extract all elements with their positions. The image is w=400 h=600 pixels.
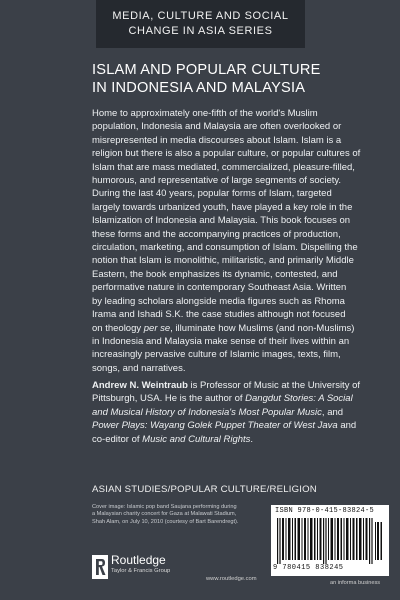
routledge-logo-icon <box>92 555 108 579</box>
description-emphasis: per se <box>143 322 171 334</box>
barcode-icon <box>277 518 383 564</box>
description-line: humorous, and representative of large segments of society. <box>92 175 342 187</box>
description-line: Islam that are mass mediated, commercialized, pleasure-filled, <box>92 161 355 173</box>
description-line: During the last 40 years, popular forms of Islam, targeted <box>92 188 332 200</box>
credit-line: a Malaysian charity concert for Gaza at Malawati Stadium, <box>92 511 237 518</box>
description-text: , illuminate how Muslims (and non-Muslims) <box>170 322 355 334</box>
cover-image-credit <box>92 504 262 526</box>
series-label <box>96 0 305 48</box>
description-line: in Indonesia and Malaysia make sense of their lives within an <box>92 335 350 347</box>
publisher-group: Taylor & Francis Group <box>111 568 171 574</box>
title-line-2: IN INDONESIA AND MALAYSIA <box>92 80 306 96</box>
isbn-barcode-block <box>271 505 389 576</box>
bio-text: . <box>250 433 254 445</box>
description-line: Home to approximately one-fifth of the world's Muslim <box>92 108 318 119</box>
isbn-label: ISBN 978-0-415-83824-5 <box>275 507 375 515</box>
author-name: Andrew N. Weintraub <box>92 380 188 391</box>
description-line: these forms and the accompanying practices of production, <box>92 228 341 240</box>
ean-digits: 9 780415 838245 <box>273 564 344 572</box>
bio-line <box>92 392 392 405</box>
bio-line <box>92 406 392 419</box>
description-line: increasingly pervasive culture of Islamic images, texts, film, <box>92 349 341 361</box>
credit-line: Cover image: Islamic pop band Saujana performing during <box>92 504 237 510</box>
description-line: notion that Islam is monolithic, militaristic, and primarily Middle <box>92 255 354 267</box>
bio-text: is Professor of Music at the University of <box>187 380 361 391</box>
description-line: Islamization of Indonesia and Malaysia. This book focuses on <box>92 215 351 227</box>
description-text: on theology <box>92 322 144 334</box>
series-line-2: CHANGE IN ASIA SERIES <box>128 25 273 37</box>
description-line <box>92 322 392 335</box>
description <box>92 107 392 375</box>
informa-tagline: an informa business <box>330 580 381 586</box>
description-line: largely towards urbanized youth, have played a key role in the <box>92 201 353 213</box>
bio-line <box>92 433 392 446</box>
book-title-dangdut-cont: and Musical History of Indonesia's Most Popular Music <box>92 406 322 418</box>
series-line-1: MEDIA, CULTURE AND SOCIAL <box>112 10 289 22</box>
book-title-dangdut: Dangdut Stories: A Social <box>245 393 353 405</box>
bio-text: and <box>337 420 357 432</box>
description-line: Irama and Ishadi S.K. the case studies although not focused <box>92 309 346 321</box>
description-line: population, Indonesia and Malaysia are often overlooked or <box>92 121 342 133</box>
description-line: performative nature in contemporary Southeast Asia. Written <box>92 282 347 294</box>
description-line: religion but there is also a popular culture, or popular cultures of <box>92 148 361 160</box>
author-bio <box>92 379 392 446</box>
publisher-name: Routledge <box>111 553 166 567</box>
credit-line: Shah Alam, on July 10, 2010 (courtesy of Bart Barendregt). <box>92 518 239 525</box>
publisher-url: www.routledge.com <box>206 576 257 582</box>
description-line: by leading scholars alongside media figures such as Rhoma <box>92 295 345 307</box>
description-line: Eastern, the book emphasizes its dynamic, contested, and <box>92 268 338 280</box>
book-title-music-rights: Music and Cultural Rights <box>142 433 251 445</box>
bio-line <box>92 419 392 432</box>
subject-category: ASIAN STUDIES/POPULAR CULTURE/RELIGION <box>92 484 317 495</box>
bio-text: , and <box>321 406 344 418</box>
book-title-power-plays: Power Plays: Wayang Golek Puppet Theater of West Java <box>92 420 338 432</box>
ean-number <box>273 564 344 572</box>
book-title <box>92 61 392 97</box>
bio-text: Pittsburgh, USA. He is the author of <box>92 393 246 405</box>
bio-text: co-editor of <box>92 433 143 445</box>
description-line: circulation, marketing, and consumption of Islam. Dispelling the <box>92 242 358 254</box>
description-line: songs, and narratives. <box>92 362 186 374</box>
description-line: misrepresented in media discourses about Islam. Islam is a <box>92 134 342 146</box>
title-line-1: ISLAM AND POPULAR CULTURE <box>92 62 321 78</box>
bio-line <box>92 379 392 392</box>
